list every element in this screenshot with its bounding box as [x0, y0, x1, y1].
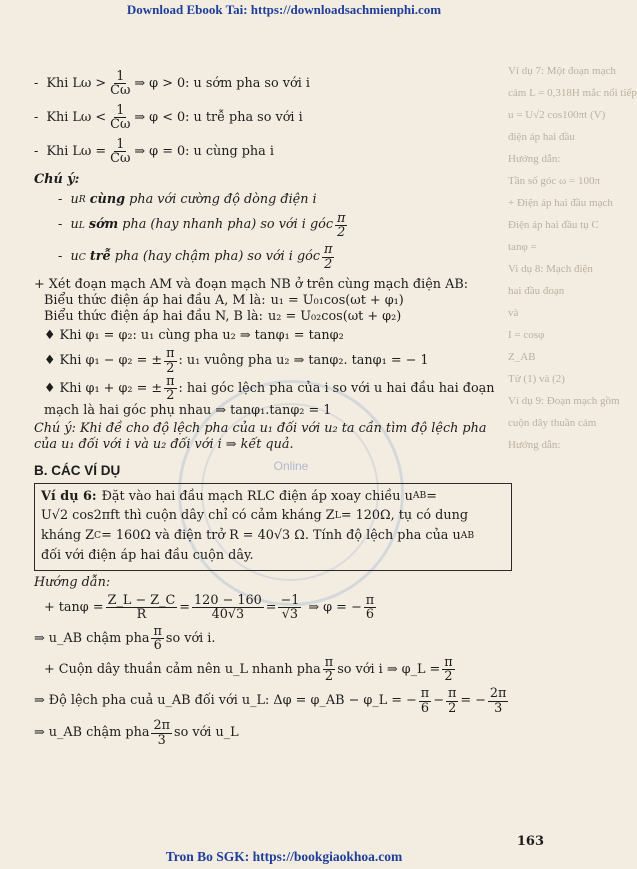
solution-step-5: [34, 719, 512, 747]
minus-sign: −: [433, 693, 444, 709]
footer-link[interactable]: Tron Bo SGK: https://bookgiaokhoa.com: [165, 849, 403, 864]
bullet: -: [34, 75, 47, 91]
note-variable: u: [70, 249, 79, 265]
condition-result: ⇒ φ = 0: u cùng pha i: [134, 143, 274, 159]
example-text: Đặt vào hai đầu mạch RLC điện áp xoay chiều u: [101, 488, 413, 504]
phase-note: Chú ý: Khi đề cho độ lệch pha của u₁ đối với u₂ ta cần tìm độ lệch pha: [34, 420, 487, 436]
note-text: pha (hay chậm pha) so với i góc: [114, 249, 321, 265]
equals-sign: =: [265, 599, 277, 615]
solution-text: + tanφ =: [44, 599, 104, 615]
example-text: U√2 cos2πft thì cuộn dây chỉ có cảm kháng Z: [41, 508, 335, 524]
note-subscript: C: [78, 251, 86, 263]
example-text: = 160Ω và điện trở R = 40√3 Ω. Tính độ lệch pha của u: [101, 528, 461, 544]
condition-prefix: Khi Lω <: [46, 109, 107, 125]
case-perpendicular-label: ♦ Khi φ₁ − φ₂ = ±: [44, 353, 163, 369]
condition-row: [34, 138, 512, 166]
fraction: $\frac{\pi}{6}$: [153, 623, 162, 654]
example-line-2: [41, 506, 505, 526]
note-item: [34, 212, 512, 240]
case-complementary-label: ♦ Khi φ₁ + φ₂ = ±: [44, 380, 163, 396]
note-subscript: L: [78, 219, 85, 231]
bleed-line: + Điện áp hai đầu mạch: [508, 197, 613, 209]
fraction: $\frac{\pi}{2}$: [447, 686, 457, 716]
example-text: =: [426, 488, 437, 504]
example-line-3: [41, 526, 505, 546]
expression-1-label: Biểu thức điện áp hai đầu A, M là:: [44, 293, 266, 309]
fraction: $\frac{\pi}{2}$: [324, 242, 333, 272]
example-text: kháng Z: [41, 528, 95, 544]
note-list: [34, 192, 512, 272]
fraction-pi-2: $\frac{\pi}{2}$: [166, 346, 175, 376]
example-label: Ví dụ 6:: [41, 488, 97, 504]
condition-result: ⇒ φ < 0: u trễ pha so với i: [134, 109, 303, 125]
bleed-line: Z_AB: [508, 351, 536, 363]
solution-text: so với i.: [165, 630, 216, 646]
bleed-line: cuộn dây thuần cảm: [508, 417, 597, 429]
note-subscript: R: [78, 193, 86, 205]
fraction: $\frac{-1}{√3}$: [280, 592, 300, 623]
bleed-line: hai đầu đoạn: [508, 285, 565, 297]
example-subscript: AB: [460, 530, 475, 542]
example-subscript: C: [94, 530, 102, 542]
solution-text: ⇒ u_AB chậm pha: [34, 725, 150, 741]
note-keyword: trễ: [89, 249, 111, 265]
case-complementary-line2: mạch là hai góc phụ nhau ⇒ tanφ₁.tanφ₂ = 1: [44, 402, 332, 418]
example-subscript: L: [334, 510, 341, 522]
example-6-box: [34, 483, 512, 571]
note-text: pha với cường độ dòng điện i: [129, 191, 317, 207]
bleed-line: Hướng dẫn:: [508, 153, 561, 165]
solution-step-1: [34, 594, 512, 622]
example-subscript: AB: [412, 490, 427, 502]
note-keyword: cùng: [89, 191, 126, 207]
page-content: [34, 64, 512, 747]
bleed-line: cảm L = 0,318H mắc nối tiếp: [508, 87, 637, 99]
section-examples-title: B. CÁC VÍ DỤ: [34, 462, 121, 478]
condition-prefix: Khi Lω =: [46, 143, 107, 159]
fraction: $\frac{1}{C\omega}$: [110, 136, 131, 167]
bleed-line: tanφ =: [508, 241, 537, 253]
bleed-line: Hướng dẫn:: [508, 439, 561, 451]
solution-text: so với u_L: [174, 725, 239, 741]
solution-text: + Cuộn dây thuần cảm nên u_L nhanh pha: [44, 661, 321, 677]
note-variable: u: [70, 217, 79, 233]
note-item: [34, 192, 512, 208]
equals-sign: =: [179, 599, 191, 615]
bleed-line: u = U√2 cos100πt (V): [508, 109, 606, 121]
example-line-4: đối với điện áp hai đầu cuộn dây.: [41, 548, 254, 564]
expression-2: [34, 309, 512, 325]
header-link[interactable]: Download Ebook Tai: https://downloadsachmienphi.com: [126, 2, 442, 17]
bullet: -: [58, 217, 71, 233]
solution-text: so với i ⇒ φ_L =: [337, 661, 441, 677]
note-item: [34, 243, 512, 271]
condition-list: [34, 70, 512, 166]
page-number: 163: [516, 834, 544, 849]
condition-row: [34, 70, 512, 98]
condition-result: ⇒ φ > 0: u sớm pha so với i: [134, 75, 310, 91]
note-text: pha (hay nhanh pha) so với i góc: [122, 217, 334, 233]
solution-text: = −: [460, 693, 486, 709]
example-text: = 120Ω, tụ có dung: [340, 508, 469, 524]
fraction: $\frac{1}{C\omega}$: [110, 102, 131, 133]
solution-text: ⇒ φ = −: [308, 599, 362, 615]
bullet: -: [34, 109, 47, 125]
note-keyword: sớm: [88, 217, 119, 233]
solution-step-4: [34, 687, 512, 715]
example-line-1: [41, 487, 505, 507]
case-perpendicular: [34, 347, 512, 375]
bleed-line: Ví dụ 7: Một đoạn mạch: [508, 65, 616, 77]
chu-y-heading: Chú ý:: [34, 171, 80, 187]
case-complementary-text: : hai góc lệch pha của i so với u hai đầu hai đoạn: [178, 380, 495, 396]
expression-1: [34, 293, 512, 309]
solution-text: ⇒ Độ lệch pha cuả u_AB đối với u_L: Δφ = φ_AB − φ_L = −: [34, 693, 417, 709]
condition-row: [34, 104, 512, 132]
expression-2-label: Biểu thức điện áp hai đầu N, B là:: [44, 309, 263, 325]
fraction: $\frac{2\pi}{3}$: [489, 686, 507, 716]
bullet: -: [58, 191, 71, 207]
fraction: $\frac{1}{C\omega}$: [110, 69, 131, 99]
fraction: $\frac{120 - 160}{40√3}$: [194, 592, 262, 623]
solution-title: Hướng dẫn:: [34, 574, 111, 590]
case-same-phase: ♦ Khi φ₁ = φ₂: u₁ cùng pha u₂ ⇒ tanφ₁ = tanφ₂: [44, 328, 344, 344]
expression-1-formula: u₁ = U₀₁cos(ωt + φ₁): [270, 293, 404, 309]
fraction: $\frac{\pi}{6}$: [420, 686, 430, 716]
bullet: -: [34, 143, 47, 159]
bleed-line: và: [508, 307, 519, 319]
watermark-text: Online: [273, 459, 309, 473]
bleed-line: Vi dụ 8: Mạch điện: [508, 263, 593, 275]
solution-text: ⇒ u_AB chậm pha: [34, 630, 150, 646]
fraction: $\frac{\pi}{2}$: [337, 210, 346, 240]
solution-step-2: [34, 625, 512, 653]
phase-note-line2: của u₁ đối với i và u₂ đối với i ⇒ kết quả.: [34, 436, 294, 452]
bleed-through-text: [508, 60, 637, 820]
solution-step-3: [34, 656, 512, 684]
bleed-line: I = cosφ: [508, 329, 545, 341]
bleed-line: Tần số góc ω = 100π: [508, 175, 601, 187]
case-complementary: [34, 375, 512, 403]
bleed-line: Ví dụ 9: Đoạn mạch gồm: [508, 395, 620, 407]
fraction: $\frac{Z\_L - Z\_C}{R}$: [107, 592, 176, 623]
condition-prefix: Khi Lω >: [46, 75, 107, 91]
bullet: -: [58, 249, 71, 265]
am-nb-intro: + Xét đoạn mạch AM và đoạn mạch NB ở trên cùng mạch điện AB:: [34, 277, 469, 293]
fraction: $\frac{\pi}{2}$: [324, 654, 334, 685]
case-perpendicular-result: : u₁ vuông pha u₂ ⇒ tanφ₂. tanφ₁ = − 1: [178, 353, 429, 369]
fraction: $\frac{\pi}{2}$: [444, 654, 453, 685]
fraction: $\frac{\pi}{6}$: [365, 592, 375, 623]
fraction: $\frac{2\pi}{3}$: [153, 718, 171, 748]
fraction-pi-2: $\frac{\pi}{2}$: [166, 373, 175, 404]
expression-2-formula: u₂ = U₀₂cos(ωt + φ₂): [268, 309, 402, 325]
note-variable: u: [70, 191, 79, 207]
bleed-line: Tử (1) và (2): [508, 373, 565, 385]
bleed-line: điện áp hai đầu: [508, 131, 575, 143]
bleed-line: Điện áp hai đầu tụ C: [508, 219, 599, 231]
